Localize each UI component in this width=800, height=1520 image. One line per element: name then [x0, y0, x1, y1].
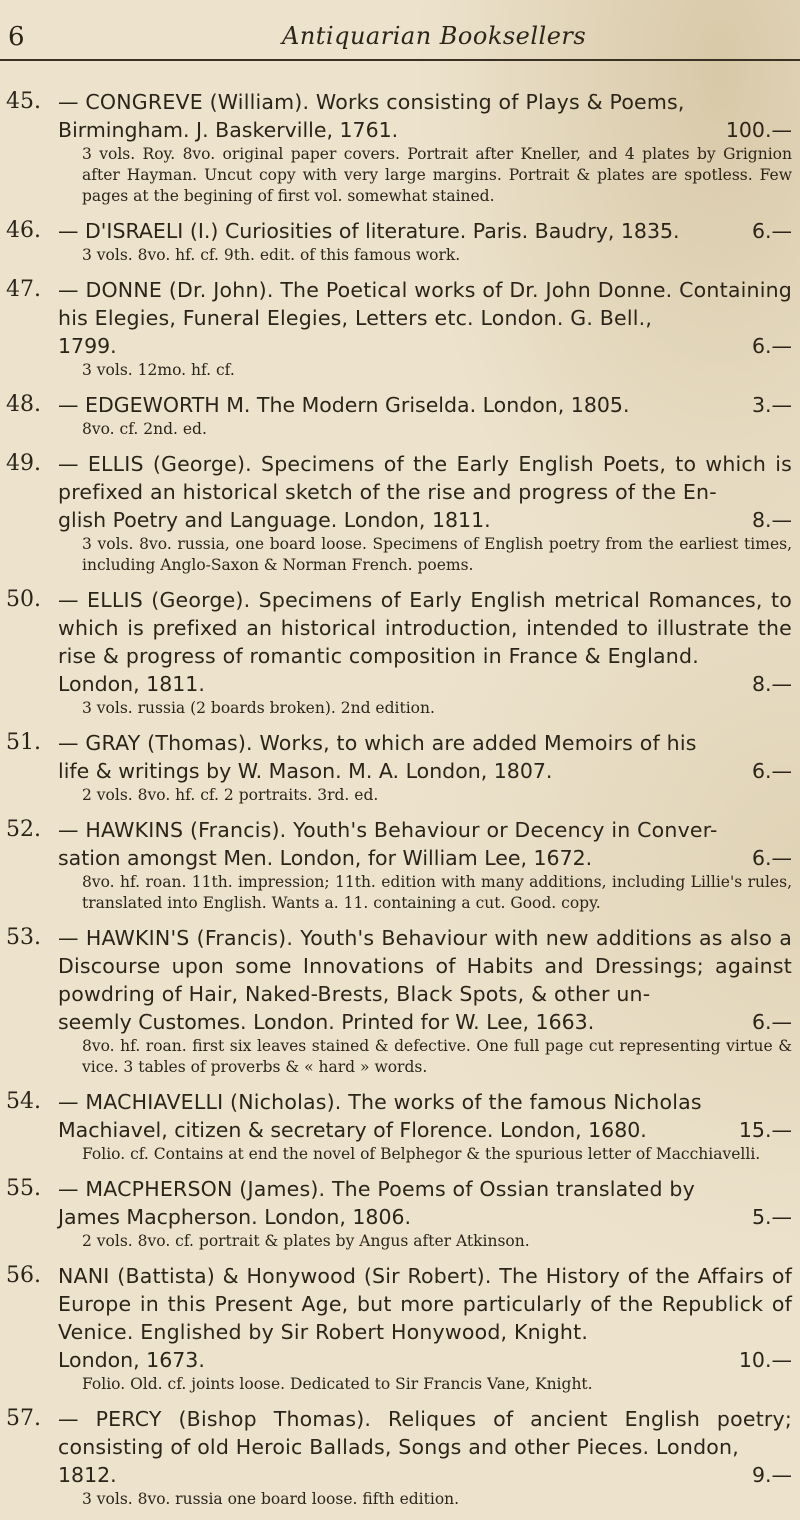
entry-body — [58, 816, 792, 914]
entry-imprint: 1799. — [58, 334, 117, 358]
entry-imprint: seemly Customes. London. Printed for W. Lee, 1663. — [58, 1010, 595, 1034]
entry-imprint-line — [58, 670, 792, 698]
catalogue-entry — [0, 924, 800, 1078]
entry-number: 50. — [6, 587, 41, 612]
entry-number: 49. — [6, 451, 41, 476]
entry-number: 57. — [6, 1406, 41, 1431]
entry-number: 55. — [6, 1176, 41, 1201]
entry-price: 3.— — [751, 393, 792, 417]
entry-imprint: sation amongst Men. London, for William Lee, 1672. — [58, 846, 593, 870]
entry-description: 8vo. hf. roan. first six leaves stained & defective. One full page cut representing virtue & vice. 3 tables of proverbs & « hard » words. — [82, 1037, 792, 1076]
entry-imprint-line — [58, 844, 792, 872]
entry-description: 2 vols. 8vo. hf. cf. 2 portraits. 3rd. ed. — [82, 786, 379, 804]
entry-imprint-line — [58, 506, 792, 534]
entry-title: — HAWKIN'S (Francis). Youth's Behaviour with new additions as also a Discourse upon some Innovations of Habits and Dressings; against powdring of Hair, Naked-Brests, Black Spots, & other un- — [58, 926, 792, 1006]
entry-title: — CONGREVE (William). Works consisting of Plays & Poems, — [58, 90, 685, 114]
entry-description: 2 vols. 8vo. cf. portrait & plates by Angus after Atkinson. — [82, 1232, 530, 1250]
page-number: 6 — [8, 22, 25, 52]
entry-imprint-line — [58, 1008, 792, 1036]
catalogue-entry — [0, 276, 800, 381]
catalogue-entries — [0, 88, 800, 1520]
catalogue-entry — [0, 217, 800, 266]
catalogue-entry — [0, 88, 800, 207]
entry-imprint: — D'ISRAELI (I.) Curiosities of literature. Paris. Baudry, 1835. — [58, 219, 680, 243]
entry-body — [58, 276, 792, 381]
entry-imprint-line — [58, 332, 792, 360]
entry-number: 52. — [6, 817, 41, 842]
entry-title: — DONNE (Dr. John). The Poetical works of Dr. John Donne. Containing his Elegies, Funeral Elegies, Letters etc. London. G. Bell., — [58, 278, 792, 330]
entry-imprint: London, 1673. — [58, 1348, 205, 1372]
catalogue-entry — [0, 450, 800, 576]
catalogue-entry — [0, 1175, 800, 1252]
entry-imprint: London, 1811. — [58, 672, 205, 696]
entry-title: — HAWKINS (Francis). Youth's Behaviour or Decency in Conver- — [58, 818, 718, 842]
entry-description: 3 vols. 12mo. hf. cf. — [82, 361, 235, 379]
entry-title: — ELLIS (George). Specimens of the Early English Poets, to which is prefixed an historical sketch of the rise and progress of the En- — [58, 452, 792, 504]
entry-description: 3 vols. 8vo. hf. cf. 9th. edit. of this famous work. — [82, 246, 461, 264]
entry-imprint-line — [58, 1116, 792, 1144]
entry-imprint: Birmingham. J. Baskerville, 1761. — [58, 118, 399, 142]
entry-title: — GRAY (Thomas). Works, to which are added Memoirs of his — [58, 731, 697, 755]
entry-imprint: glish Poetry and Language. London, 1811. — [58, 508, 491, 532]
entry-price: 8.— — [751, 508, 792, 532]
catalogue-entry — [0, 816, 800, 914]
header-rule — [0, 59, 800, 61]
entry-imprint-line — [58, 1461, 792, 1489]
entry-price: 5.— — [751, 1205, 792, 1229]
entry-body — [58, 1405, 792, 1510]
entry-number: 46. — [6, 218, 41, 243]
entry-imprint: life & writings by W. Mason. M. A. London, 1807. — [58, 759, 553, 783]
entry-body — [58, 391, 792, 440]
catalogue-entry — [0, 1262, 800, 1395]
entry-price: 9.— — [751, 1463, 792, 1487]
entry-body — [58, 88, 792, 207]
entry-number: 51. — [6, 730, 41, 755]
entry-price: 6.— — [751, 759, 792, 783]
entry-price: 6.— — [751, 219, 792, 243]
entry-number: 48. — [6, 392, 41, 417]
entry-price: 10.— — [738, 1348, 792, 1372]
entry-title: — ELLIS (George). Specimens of Early English metrical Romances, to which is prefixed an historical introduction, intended to illustrate the rise & progress of romantic composition in France & England. — [58, 588, 792, 668]
catalogue-entry — [0, 1405, 800, 1510]
entry-description: Folio. cf. Contains at end the novel of Belphegor & the spurious letter of Macchiavelli. — [82, 1145, 761, 1163]
entry-number: 56. — [6, 1263, 41, 1288]
entry-body — [58, 729, 792, 806]
entry-imprint: James Macpherson. London, 1806. — [58, 1205, 412, 1229]
page-header — [0, 22, 800, 82]
entry-imprint-line — [58, 1203, 792, 1231]
entry-description: 3 vols. 8vo. russia, one board loose. Specimens of English poetry from the earliest times, including Anglo-Saxon & Norman French. poems. — [82, 535, 792, 574]
entry-imprint-line — [58, 217, 792, 245]
entry-title: NANI (Battista) & Honywood (Sir Robert). The History of the Affairs of Europe in this Present Age, but more particularly of the Republick of Venice. Englished by Sir Robert Honywood, Knight. — [58, 1264, 792, 1344]
entry-body — [58, 586, 792, 719]
entry-body — [58, 924, 792, 1078]
entry-description: 8vo. cf. 2nd. ed. — [82, 420, 207, 438]
entry-description: 3 vols. Roy. 8vo. original paper covers. Portrait after Kneller, and 4 plates by Grignion after Hayman. Uncut copy with very large margins. Portrait & plates are spotless. Few pages at the begining of first vol. somewhat stained. — [82, 145, 792, 205]
entry-imprint: — EDGEWORTH M. The Modern Griselda. London, 1805. — [58, 393, 630, 417]
entry-description: 3 vols. russia (2 boards broken). 2nd edition. — [82, 699, 435, 717]
entry-body — [58, 450, 792, 576]
catalogue-entry — [0, 391, 800, 440]
entry-description: 3 vols. 8vo. russia one board loose. fifth edition. — [82, 1490, 460, 1508]
catalogue-entry — [0, 1088, 800, 1165]
running-title: Antiquarian Booksellers — [282, 22, 587, 50]
entry-description: Folio. Old. cf. joints loose. Dedicated to Sir Francis Vane, Knight. — [82, 1375, 593, 1393]
entry-price: 15.— — [738, 1118, 792, 1142]
entry-body — [58, 217, 792, 266]
entry-imprint-line — [58, 391, 792, 419]
entry-price: 6.— — [751, 1010, 792, 1034]
entry-price: 8.— — [751, 672, 792, 696]
entry-imprint-line — [58, 757, 792, 785]
entry-imprint-line — [58, 1346, 792, 1374]
entry-number: 54. — [6, 1089, 41, 1114]
entry-number: 45. — [6, 89, 41, 114]
entry-imprint: 1812. — [58, 1463, 117, 1487]
entry-number: 47. — [6, 277, 41, 302]
entry-body — [58, 1088, 792, 1165]
entry-title: — MACHIAVELLI (Nicholas). The works of the famous Nicholas — [58, 1090, 702, 1114]
entry-number: 53. — [6, 925, 41, 950]
entry-price: 100.— — [725, 118, 792, 142]
entry-imprint: Machiavel, citizen & secretary of Florence. London, 1680. — [58, 1118, 647, 1142]
catalogue-entry — [0, 729, 800, 806]
entry-price: 6.— — [751, 846, 792, 870]
entry-price: 6.— — [751, 334, 792, 358]
entry-body — [58, 1175, 792, 1252]
catalogue-entry — [0, 586, 800, 719]
entry-title: — MACPHERSON (James). The Poems of Ossian translated by — [58, 1177, 695, 1201]
entry-imprint-line — [58, 116, 792, 144]
entry-body — [58, 1262, 792, 1395]
entry-description: 8vo. hf. roan. 11th. impression; 11th. edition with many additions, including Lillie's rules, translated into English. Wants a. 11. containing a cut. Good. copy. — [82, 873, 792, 912]
entry-title: — PERCY (Bishop Thomas). Reliques of ancient English poetry; consisting of old Heroic Ballads, Songs and other Pieces. London, — [58, 1407, 792, 1459]
